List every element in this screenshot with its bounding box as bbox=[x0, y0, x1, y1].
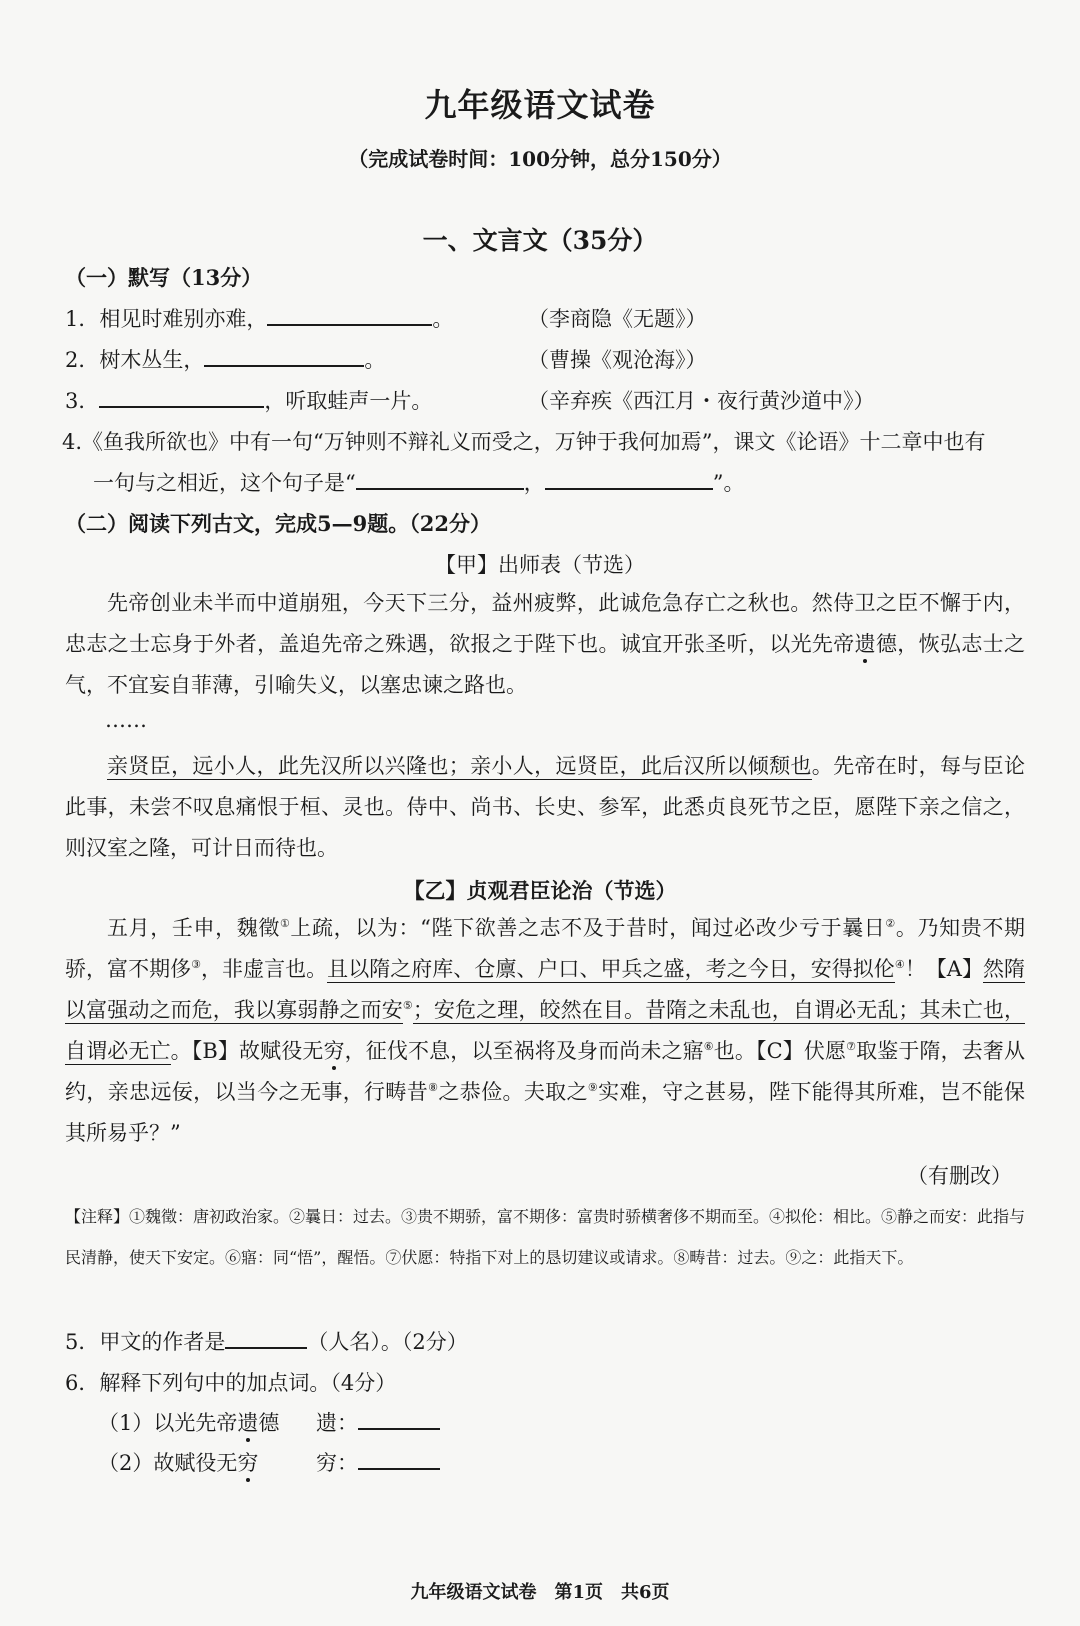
note-ref-8: ⑧ bbox=[428, 1081, 439, 1094]
question-6: 6．解释下列句中的加点词。（4分） bbox=[65, 1371, 397, 1395]
question-4-line1: 4.《鱼我所欲也》中有一句“万钟则不辩礼义而受之，万钟于我何加焉”，课文《论语》十二章中也有 bbox=[62, 430, 986, 454]
note-ref-6: ⑥ bbox=[703, 1040, 714, 1053]
text-b-s9: 取鉴于隋，去奢从约，亲忠远佞，以当今之无事，行畴昔 bbox=[65, 1039, 1025, 1104]
q6-label-2: 穷： bbox=[316, 1451, 358, 1475]
q6-item-1 bbox=[98, 1407, 279, 1437]
question-4-line2 bbox=[93, 467, 745, 497]
ellipsis: …… bbox=[105, 708, 147, 732]
question-1 bbox=[65, 303, 453, 333]
section-title: 一、文言文（35分） bbox=[422, 226, 658, 255]
text-b-s11: 实难，守之甚易，陛下能得其所难，岂不能保其所易乎？” bbox=[65, 1080, 1026, 1145]
text-b-s7: ，征伐不息，以至祸将及身而尚未之寤 bbox=[344, 1039, 704, 1063]
exam-title: 九年级语文试卷 bbox=[424, 86, 656, 124]
text-b-s5: ！【A】 bbox=[904, 957, 983, 981]
note-ref-7: ⑦ bbox=[846, 1040, 857, 1053]
page-footer: 九年级语文试卷 第1页 共6页 bbox=[410, 1582, 670, 1603]
text-a-p1-part1: 先帝创业未半而中道崩殂，今天下三分，益州疲弊，此诚危急存亡之秋也。然侍卫之臣不懈于内，忠志之士忘身于外者，盖追先帝之殊遇，欲报之于陛下也。诚宜开张圣听，以光先帝 bbox=[65, 591, 1025, 656]
part2-heading: （二）阅读下列古文，完成5—9题。（22分） bbox=[65, 511, 491, 536]
q2-blank[interactable] bbox=[204, 345, 364, 367]
underlined-sentence-b3: ；安危之理，皎然在目。昔隋之未乱也，自谓必无乱；其未亡也，自谓必无亡 bbox=[65, 998, 1025, 1063]
text-b-s1: 五月，壬申，魏徵 bbox=[107, 916, 280, 940]
q4-blank-1[interactable] bbox=[356, 468, 524, 490]
note-ref-2: ② bbox=[885, 917, 896, 930]
text-b-title: 【乙】贞观君臣论治（节选） bbox=[403, 878, 677, 903]
note-ref-5: ⑤ bbox=[402, 999, 413, 1012]
text-a-paragraph-2 bbox=[65, 746, 1025, 869]
text-b-s8: 也。【C】伏愿 bbox=[713, 1039, 847, 1063]
q4-comma: ， bbox=[523, 471, 545, 495]
question-3 bbox=[65, 385, 432, 415]
q5-end: （人名）。（2分） bbox=[307, 1330, 468, 1354]
q3-number: 3． bbox=[65, 389, 100, 413]
text-b-s10: 之恭俭。夫取之 bbox=[438, 1080, 588, 1104]
q6-item2-text: （2）故赋役无 bbox=[98, 1451, 238, 1475]
q2-text: 2．树木丛生， bbox=[65, 348, 205, 372]
text-a-p1-part2: 德，恢弘志士之气，不宜妄自菲薄，引喻失义，以塞忠谏之路也。 bbox=[65, 632, 1026, 697]
q1-source: （李商隐《无题》） bbox=[528, 307, 707, 331]
q5-blank[interactable] bbox=[225, 1327, 307, 1349]
q2-source: （曹操《观沧海》） bbox=[528, 348, 707, 372]
text-a-p2-rest: 。先帝在时，每与臣论此事，未尝不叹息痛恨于桓、灵也。侍中、尚书、长史、参军，此悉贞良死节之臣，愿陛下亲之信之，则汉室之隆，可计日而待也。 bbox=[65, 754, 1026, 860]
q6-blank-1[interactable] bbox=[358, 1408, 440, 1430]
text-b-paragraph bbox=[65, 908, 1025, 1154]
question-2 bbox=[65, 344, 385, 374]
q1-text: 1．相见时难别亦难， bbox=[65, 307, 268, 331]
q6-dotted-yi: 遗 bbox=[237, 1411, 259, 1435]
q4-end: ”。 bbox=[712, 471, 745, 495]
annotations: 【注释】①魏徵：唐初政治家。②曩日：过去。③贵不期骄，富不期侈：富贵时骄横奢侈不期而至。④拟伦：相比。⑤静之而安：此指与民清静，使天下安定。⑥寤：同“悟”，醒悟。⑦伏愿：特指下对上的恳切建议或请求。⑧畴昔：过去。⑨之：此指天下。 bbox=[65, 1207, 1026, 1267]
q1-end: 。 bbox=[432, 307, 454, 331]
underlined-sentence-b2: 然隋以富强动之而危，我以寡弱静之而安 bbox=[65, 957, 1025, 1022]
dotted-char-yi: 遗 bbox=[854, 632, 876, 656]
q6-item1-end: 德 bbox=[258, 1411, 280, 1435]
q6-item1-text: （1）以光先帝 bbox=[98, 1411, 238, 1435]
q6-label-1: 遗： bbox=[316, 1411, 358, 1435]
q6-item-2 bbox=[98, 1447, 258, 1477]
q6-answer-2 bbox=[316, 1447, 440, 1477]
text-a-title: 【甲】出师表（节选） bbox=[435, 553, 645, 577]
dotted-char-qiong: 穷 bbox=[323, 1039, 345, 1063]
text-b-s3: 。乃知贵不期骄，富不期侈 bbox=[65, 916, 1025, 981]
text-b-s2: 上疏，以为：“陛下欲善之志不及于昔时，闻过必改少亏于曩日 bbox=[290, 916, 886, 940]
note-ref-4: ④ bbox=[894, 958, 905, 971]
underlined-sentence-a: 亲贤臣，远小人，此先汉所以兴隆也；亲小人，远贤臣，此后汉所以倾颓也 bbox=[107, 754, 812, 778]
question-5 bbox=[65, 1326, 468, 1356]
underlined-sentence-b1: 且以隋之府库、仓廪、户口、甲兵之盛，考之今日，安得拟伦 bbox=[327, 957, 895, 981]
edited-note: （有删改） bbox=[907, 1164, 1012, 1188]
q6-dotted-qiong: 穷 bbox=[237, 1451, 259, 1475]
note-ref-1: ① bbox=[279, 917, 291, 930]
text-b-s4: ，非虚言也。 bbox=[201, 957, 328, 981]
q1-blank[interactable] bbox=[267, 304, 432, 326]
q6-answer-1 bbox=[316, 1407, 440, 1437]
q4-blank-2[interactable] bbox=[545, 468, 713, 490]
q3-blank[interactable] bbox=[99, 386, 264, 408]
q3-source: （辛弃疾《西江月・夜行黄沙道中》） bbox=[528, 389, 875, 413]
q4-text: 一句与之相近，这个句子是“ bbox=[93, 471, 356, 495]
q6-blank-2[interactable] bbox=[358, 1448, 440, 1470]
note-ref-9: ⑨ bbox=[587, 1081, 599, 1094]
q3-text: ，听取蛙声一片。 bbox=[264, 389, 433, 413]
q5-text: 5．甲文的作者是 bbox=[65, 1330, 226, 1354]
exam-subtitle: （完成试卷时间：100分钟，总分150分） bbox=[348, 147, 732, 171]
note-ref-3: ③ bbox=[191, 958, 202, 971]
text-a-paragraph-1 bbox=[65, 583, 1025, 706]
q2-end: 。 bbox=[364, 348, 386, 372]
text-b-s6: 。【B】故赋役无 bbox=[170, 1039, 324, 1063]
part1-heading: （一）默写（13分） bbox=[65, 265, 263, 290]
